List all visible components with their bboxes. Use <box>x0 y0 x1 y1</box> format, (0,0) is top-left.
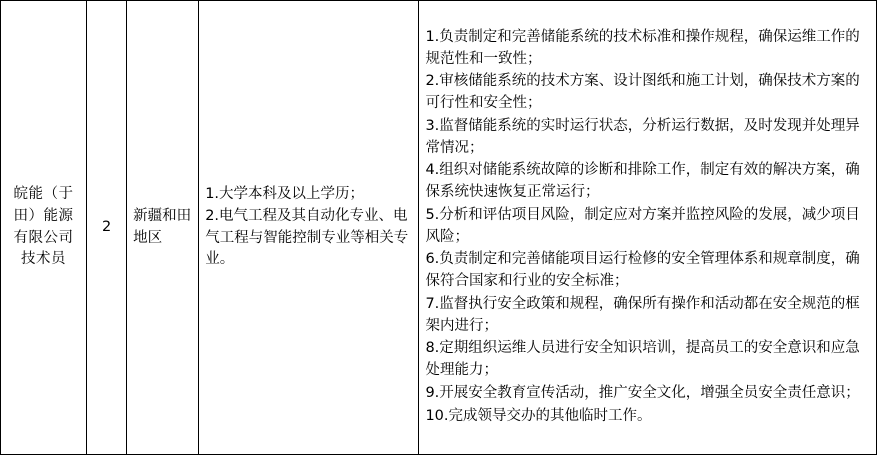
duty-line: 5.分析和评估项目风险，制定应对方案并监控风险的发展，减少项目风险； <box>425 206 860 245</box>
duty-line: 3.监督储能系统的实时运行状态，分析运行数据，及时发现并处理异常情况； <box>425 117 860 156</box>
duty-line: 2.审核储能系统的技术方案、设计图纸和施工计划，确保技术方案的可行性和安全性； <box>425 73 860 111</box>
duty-line: 1.负责制定和完善储能系统的技术标准和操作规程，确保运维工作的规范性和一致性； <box>425 28 860 67</box>
requirement-line: 2.电气工程及其自动化专业、电气工程与智能控制专业等相关专业。 <box>205 207 409 268</box>
duty-line: 9.开展安全教育宣传活动，推广安全文化，增强全员安全责任意识； <box>425 384 860 401</box>
cell-headcount <box>87 1 127 455</box>
duty-line: 7.监督执行安全政策和规程，确保所有操作和活动都在安全规范的框架内进行； <box>425 295 860 334</box>
requirement-line: 1.大学本科及以上学历； <box>205 186 365 202</box>
duty-line: 10.完成领导交办的其他临时工作。 <box>425 407 652 424</box>
duty-line: 8.定期组织运维人员进行安全知识培训，提高员工的安全意识和应急处理能力； <box>425 340 860 378</box>
headcount-value: 2 <box>101 218 112 235</box>
cell-requirements <box>199 1 419 455</box>
table-row <box>1 1 877 455</box>
duty-line: 6.负责制定和完善储能项目运行检修的安全管理体系和规章制度，确保符合国家和行业的安全标准； <box>425 251 860 289</box>
cell-position <box>1 1 87 455</box>
region-value: 新疆和田地区 <box>133 207 192 246</box>
cell-duties <box>419 1 877 455</box>
cell-region <box>127 1 199 455</box>
duty-line: 4.组织对储能系统故障的诊断和排除工作，制定有效的解决方案，确保系统快速恢复正常运行； <box>425 162 860 200</box>
position-name: 皖能（于田）能源有限公司技术员 <box>13 186 74 268</box>
page-bottom-margin <box>0 455 877 465</box>
